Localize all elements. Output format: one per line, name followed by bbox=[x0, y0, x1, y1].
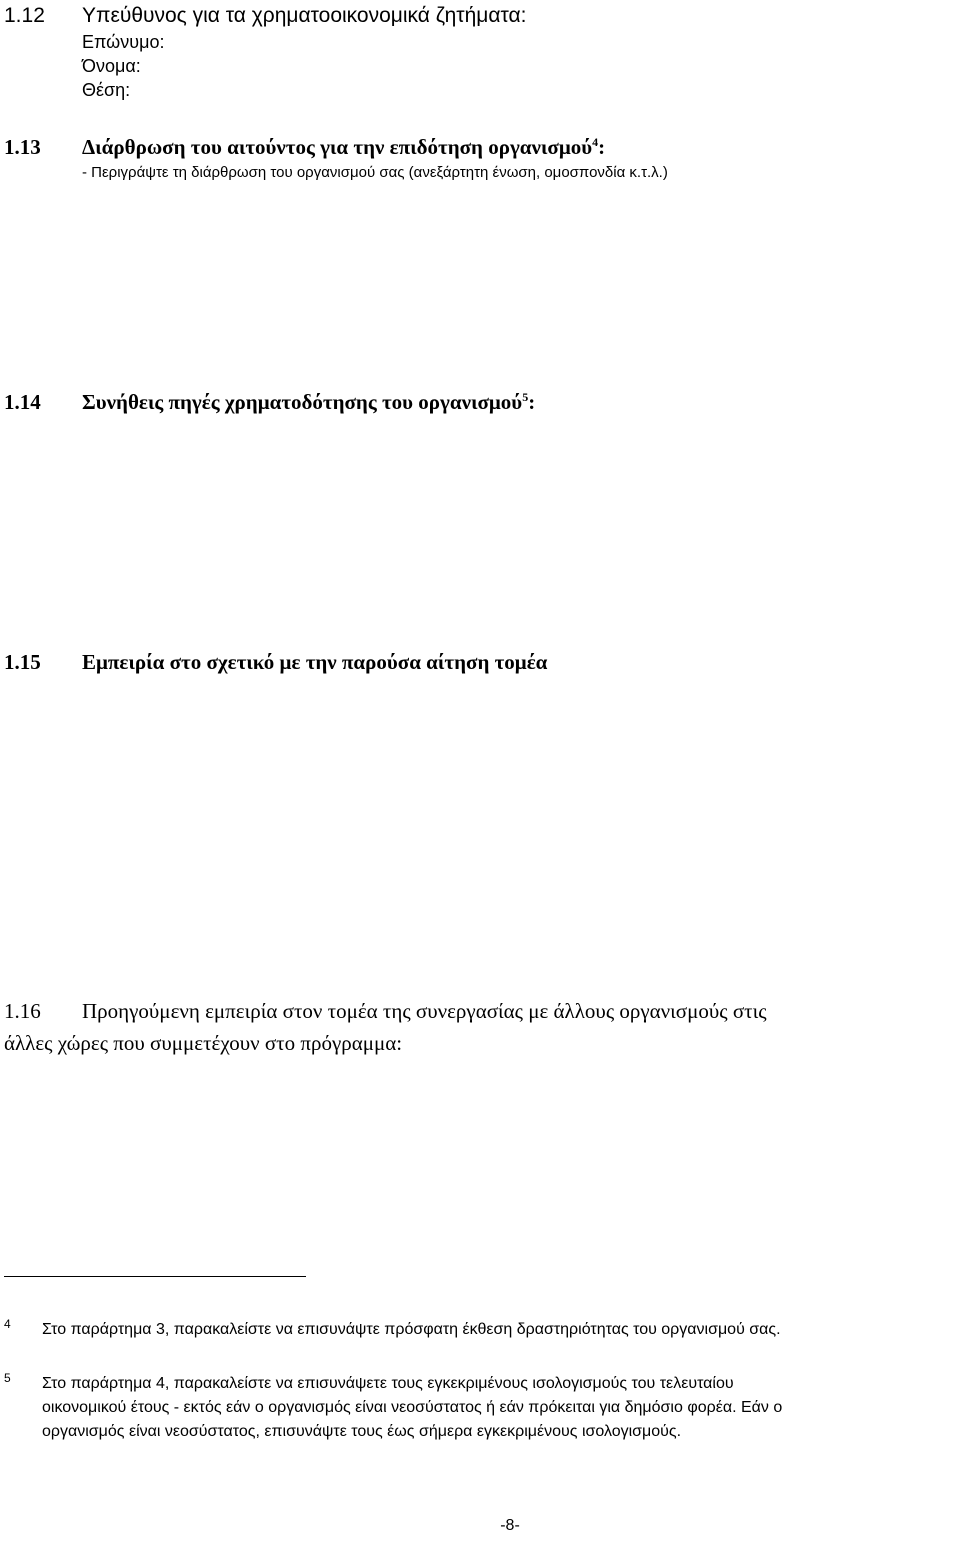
section-number: 1.13 bbox=[4, 135, 41, 159]
section-1-13-instruction: - Περιγράψτε τη διάρθρωση του οργανισμού σας (ανεξάρτητη ένωση, ομοσπονδία κ.τ.λ.) bbox=[82, 164, 668, 181]
section-title: Εμπειρία στο σχετικό με την παρούσα αίτηση τομέα bbox=[82, 650, 548, 674]
section-number: 1.12 bbox=[4, 4, 45, 27]
field-surname-label: Επώνυμο: bbox=[82, 32, 165, 52]
heading-colon: : bbox=[528, 390, 536, 414]
heading-colon: : bbox=[598, 135, 606, 159]
section-1-16-heading bbox=[4, 995, 960, 1059]
section-number: 1.15 bbox=[4, 650, 41, 674]
section-title: Υπεύθυνος για τα χρηματοοικονομικά ζητήματα: bbox=[82, 4, 527, 27]
footnote-5 bbox=[4, 1372, 954, 1444]
section-title-line-1: Προηγούμενη εμπειρία στον τομέα της συνεργασίας με άλλους οργανισμούς στις bbox=[82, 999, 767, 1023]
footnote-ref-4: 4 bbox=[592, 135, 599, 149]
footnote-text-line-2: οικονομικού έτους - εκτός εάν ο οργανισμός είναι νεοσύστατος ή εάν πρόκειται για δημόσιο φορέα. Εάν ο bbox=[42, 1399, 783, 1416]
footnote-separator bbox=[4, 1276, 306, 1277]
section-number: 1.14 bbox=[4, 390, 41, 414]
footnote-mark: 5 bbox=[4, 1371, 11, 1385]
footnote-text: Στο παράρτημα 3, παρακαλείστε να επισυνάψτε πρόσφατη έκθεση δραστηριότητας του οργανισμού σας. bbox=[42, 1321, 781, 1338]
section-1-15-heading bbox=[4, 648, 547, 676]
footnote-mark: 4 bbox=[4, 1317, 11, 1331]
section-title: Διάρθρωση του αιτούντος για την επιδότηση οργανισμού bbox=[82, 135, 593, 159]
footnote-4 bbox=[4, 1318, 954, 1342]
footnote-text-line-1: Στο παράρτημα 4, παρακαλείστε να επισυνάψετε τους εγκεκριμένους ισολογισμούς του τελευταίου bbox=[42, 1375, 734, 1392]
section-1-13-heading bbox=[4, 133, 605, 161]
footnote-text-line-3: οργανισμός είναι νεοσύστατος, επισυνάψτε τους έως σήμερα εγκεκριμένους ισολογισμούς. bbox=[42, 1423, 682, 1440]
section-title-line-2: άλλες χώρες που συμμετέχουν στο πρόγραμμα: bbox=[4, 1031, 403, 1055]
page-number: -8- bbox=[500, 1517, 520, 1534]
section-1-12-heading bbox=[4, 2, 527, 30]
section-title: Συνήθεις πηγές χρηματοδότησης του οργανισμού bbox=[82, 390, 523, 414]
footnote-ref-5: 5 bbox=[522, 390, 529, 404]
field-position-label: Θέση: bbox=[82, 80, 131, 100]
field-name-label: Όνομα: bbox=[82, 56, 141, 76]
section-1-14-heading bbox=[4, 388, 535, 416]
section-number: 1.16 bbox=[4, 999, 41, 1023]
